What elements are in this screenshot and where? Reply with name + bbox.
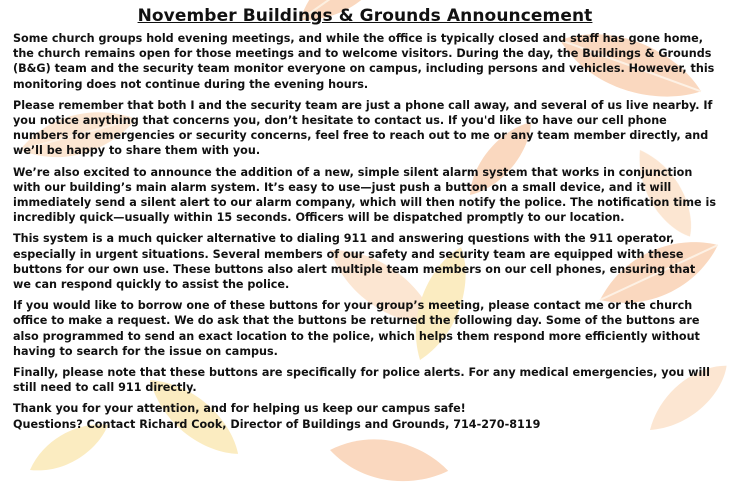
leaf-icon xyxy=(327,431,452,490)
closing-thanks: Thank you for your attention, and for helping us keep our campus safe! xyxy=(13,402,466,416)
closing-contact: Questions? Contact Richard Cook, Director of Buildings and Grounds, 714-270-8119 xyxy=(13,417,541,431)
paragraph-medical-emergencies: Finally, please note that these buttons are specifically for police alerts. For any medical emergencies, you will still need to call 911 directly. xyxy=(13,366,710,395)
announcement-title: November Buildings & Grounds Announcement xyxy=(137,6,593,26)
paragraph-silent-alarm: We’re also excited to announce the addition of a new, simple silent alarm system that works in conjunction with our building’s main alarm system. It’s easy to use—just push a button on a small device, and it will immediately send a silent alert to our alarm company, which will then notify the police. The notification time is incredibly quick—usually within 15 seconds. Officers will be dispatched promptly to our location. xyxy=(13,165,717,225)
paragraph-evening-meetings: Some church groups hold evening meetings, and while the office is typically closed and staff has gone home, the church remains open for those meetings and to welcome visitors. During the day, the Buildings & Grounds (B&G) team and the security team monitor everyone on campus, including persons and vehicles. However, this monitoring does not continue during the evening hours. xyxy=(13,32,715,91)
paragraph-911-alternative: This system is a much quicker alternative to dialing 911 and answering questions with the 911 operator, especially in urgent situations. Several members of our safety and security team are equipped with these buttons for our own use. These buttons also alert multiple team members on our cell phones, ensuring that we can respond quickly to assist the police. xyxy=(13,232,696,292)
paragraph-phone-contact: Please remember that both I and the security team are just a phone call away, and several of us live nearby. If you notice anything that concerns you, don’t hesitate to contact us. If you'd like to have our cell phone numbers for emergencies or security concerns, feel free to reach out to me or any team member directly, and we’ll be happy to share them with you. xyxy=(13,98,713,158)
paragraph-borrow-buttons: If you would like to borrow one of these buttons for your group’s meeting, please contact me or the church office to make a request. We do ask that the buttons be returned the following day. Some of the buttons are also programmed to send an exact location to the police, which helps them respond more efficiently without having to search for the issue on campus. xyxy=(13,299,700,358)
